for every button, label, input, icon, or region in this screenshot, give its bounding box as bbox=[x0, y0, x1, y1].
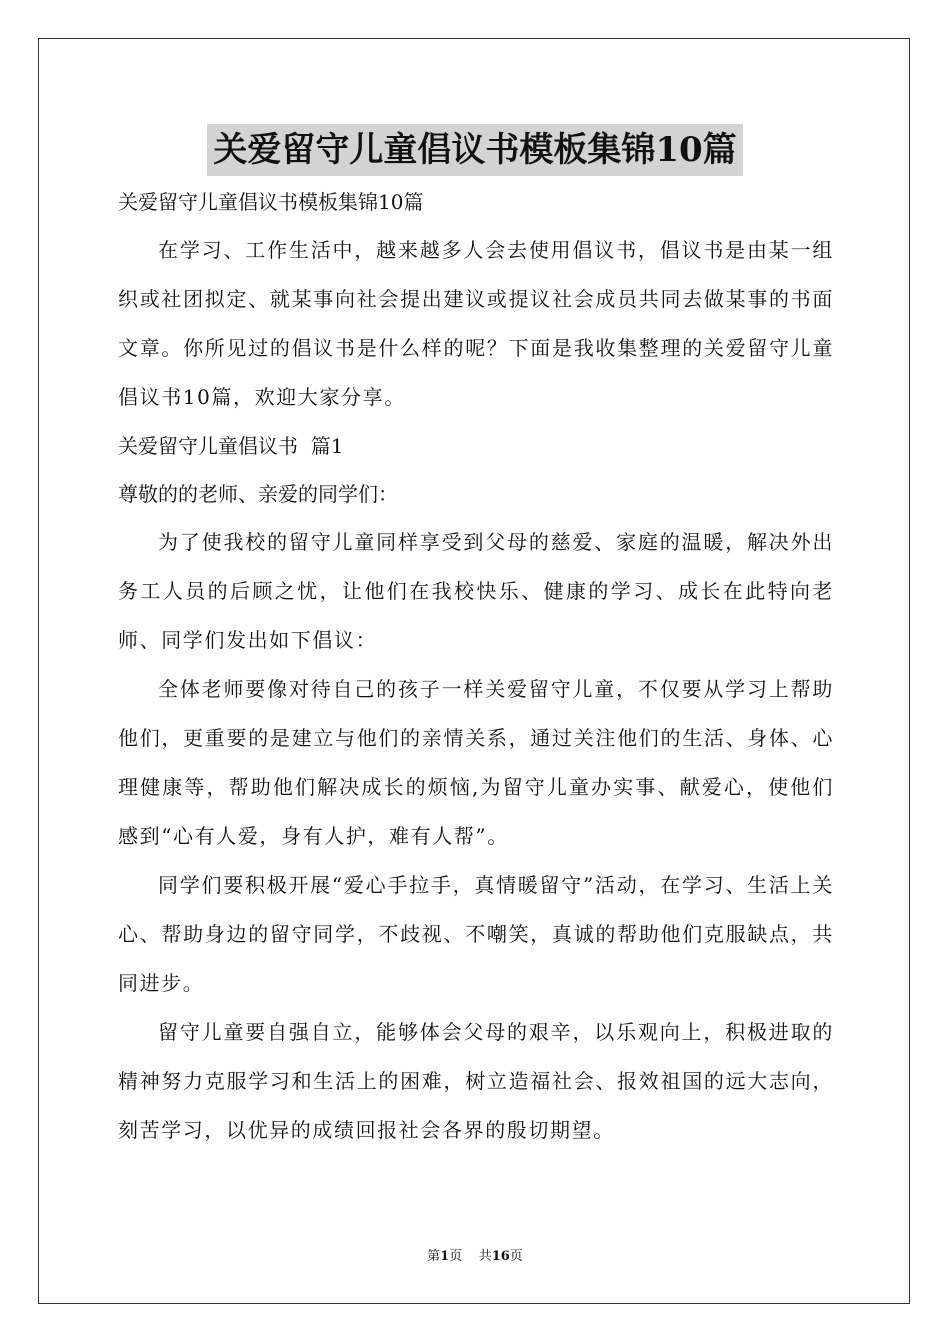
document-subtitle: 关爱留守儿童倡议书模板集锦10篇 bbox=[118, 190, 424, 214]
page-footer bbox=[0, 1249, 950, 1265]
document-body bbox=[118, 178, 834, 1155]
page-suffix: 页 bbox=[449, 1249, 463, 1264]
body-paragraph: 为了使我校的留守儿童同样享受到父母的慈爱、家庭的温暖，解决外出务工人员的后顾之忧，让他们在我校快乐、健康的学习、成长在此特向老师、同学们发出如下倡议： bbox=[118, 530, 834, 652]
total-suffix: 页 bbox=[509, 1249, 523, 1264]
title-container bbox=[0, 124, 950, 176]
body-paragraph: 留守儿童要自强自立，能够体会父母的艰辛，以乐观向上，积极进取的精神努力克服学习和生活上的困难，树立造福社会、报效祖国的远大志向，刻苦学习，以优异的成绩回报社会各界的殷切期望。 bbox=[118, 1020, 834, 1142]
salutation: 尊敬的的老师、亲爱的同学们： bbox=[118, 482, 398, 506]
body-paragraph: 全体老师要像对待自己的孩子一样关爱留守儿童，不仅要从学习上帮助他们，更重要的是建立与他们的亲情关系，通过关注他们的生活、身体、心理健康等，帮助他们解决成长的烦恼,为留守儿童办实事、献爱心，使他们感到“心有人爱，身有人护，难有人帮”。 bbox=[118, 677, 834, 848]
section-heading: 关爱留守儿童倡议书 篇1 bbox=[118, 434, 344, 458]
document-title: 关爱留守儿童倡议书模板集锦10篇 bbox=[207, 124, 742, 176]
total-prefix: 共 bbox=[478, 1249, 492, 1264]
page-number: 1 bbox=[440, 1249, 450, 1264]
total-pages: 16 bbox=[491, 1249, 510, 1264]
page-prefix: 第 bbox=[427, 1249, 441, 1264]
body-paragraph: 同学们要积极开展“爱心手拉手，真情暖留守”活动，在学习、生活上关心、帮助身边的留守同学，不歧视、不嘲笑，真诚的帮助他们克服缺点，共同进步。 bbox=[118, 873, 834, 995]
intro-paragraph: 在学习、工作生活中，越来越多人会去使用倡议书，倡议书是由某一组织或社团拟定、就某事向社会提出建议或提议社会成员共同去做某事的书面文章。你所见过的倡议书是什么样的呢？下面是我收集整理的关爱留守儿童倡议书10篇，欢迎大家分享。 bbox=[118, 238, 834, 409]
